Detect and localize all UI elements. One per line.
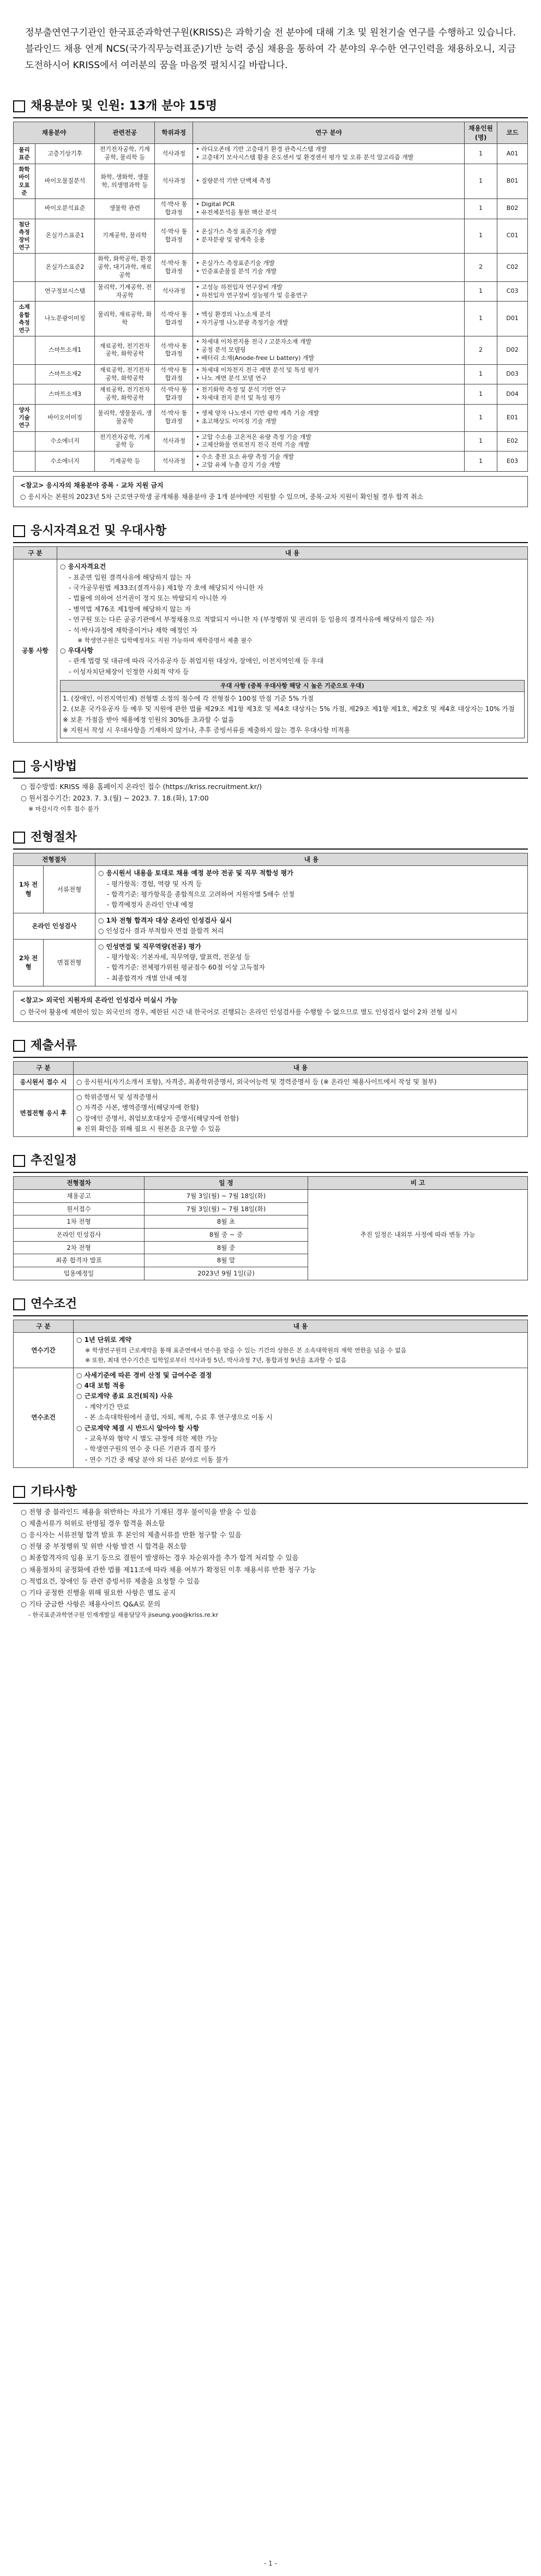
section-divider <box>13 1315 528 1316</box>
field-group <box>14 364 35 384</box>
schedule-stage: 2차 전형 <box>14 1241 145 1254</box>
checkbox-square-icon <box>13 1040 25 1052</box>
misc-line: - 한국표준과학연구원 인재개발실 채용담당자 jiseung.yoo@kriss.re.kr <box>28 1611 219 1619</box>
field-group <box>14 431 35 452</box>
field-name: 나노분광이미징 <box>35 302 95 336</box>
field-name: 수소에너지 <box>35 452 95 472</box>
checkbox-square-icon <box>13 1486 25 1498</box>
field-research: • Digital PCR • 유전체분석을 통한 핵산 분석 <box>193 198 465 219</box>
field-name: 스마트소재1 <box>35 336 95 365</box>
eligibility-table: 구 분 내 용 공통 사항 ○ 응시자격요건 - 표준연 입원 결격사유에 해당하지 않는 자 - 국가공무원법 제33조(결격사유) 제1항 각 호에 해당되지 아니한 자 - 법률에 의하여 선거권이 정지 또는 박탈되지 아니한 자 - 병역법 제76조 제1항에 해당하지 않는 자 - 연구원 또는 다른 공공기관에서 부정채용으로 적발되지 아니한 자 (부정행위 및 권리위 등 임용의 결격사유에 해당하지 않은 자) - 석·박사과정에 재학중이거나 재학 예정인 자 ※ 학생연구원은 입학예정자도 지원 가능하며 재학증명서 제출 필수 ○ 우대사항 - 관계 법령 및 대규에 따라 국가유공자 등 취업지원 대상자, 장애인, 이전지역인재 등 우대 - 이성자치단체장이 인정한 사회적 약자 등 우대 사항 (중복 우대사항 해당 시 높은 기준으로 우대) 1. (장애인, 이전지역인재) 전형별 소정의 점수에 각 전형점수 100점 만점 기준 5% 가점 2. (보훈 국가유공자 등 예우 및 지원에 관한 법률 제29조 제1항 제3호 및 제4호 대상자는 5% 가점, 제29조 제1항 제1호, 제2호 및 제4호 대상자는 10% 가점 ※ 보훈 가점을 받아 채용예정 인원의 30%를 초과할 수 없음 ※ 지원서 작성 시 우대사항을 기재하지 않거나, 추후 증빙서류를 제출하지 않는 경우 우대사항 미적용 <box>13 546 528 743</box>
training-line: - 본 소속대학원에서 졸업, 자퇴, 제적, 수료 후 연구생으로 이동 시 <box>85 1413 273 1422</box>
field-row <box>14 281 528 302</box>
selection-line: - 평가항목: 경험, 역량 및 자격 등 <box>107 880 202 888</box>
checkbox-square-icon <box>13 1155 25 1167</box>
checkbox-square-icon <box>13 832 25 844</box>
section-divider <box>13 117 528 118</box>
field-degree: 석·박사 통합과정 <box>155 336 193 365</box>
selection-line: ○ 응시원서 내용을 토대로 채용 예정 분야 전공 및 직무 적합성 평가 <box>98 869 293 877</box>
schedule-stage: 채용공고 <box>14 1190 145 1203</box>
field-row <box>14 336 528 365</box>
field-major: 물리학, 재료공학, 화학 <box>95 302 155 336</box>
misc-line: ○ 전형 중 블라인드 채용을 위반하는 자료가 기재된 경우 불이익을 받을 수 있음 <box>21 1507 257 1516</box>
stage-label: 온라인 인성검사 <box>14 913 95 939</box>
selection-row <box>14 866 528 913</box>
field-major: 물리학, 기계공학, 전자공학 <box>95 281 155 302</box>
duplicate-application-note: <참고> 응시자의 채용분야 중복 · 교차 지원 금지 ○ 응시자는 본원의 2023년 5차 근로연구학생 공개채용 채용분야 중 1개 분야에만 지원할 수 있으며, 중복·교차 지원이 확인될 경우 합격 취소 <box>13 476 528 507</box>
field-code: D04 <box>497 384 528 405</box>
field-count: 1 <box>465 302 497 336</box>
selection-line: - 합격기준: 전체평가위원 평균점수 60점 이상 고득점자 <box>107 964 265 972</box>
schedule-row <box>14 1190 528 1203</box>
schedule-date: 8월 초 <box>145 1215 308 1229</box>
field-name: 수소에너지 <box>35 431 95 452</box>
eligibility-line: ※ 학생연구원은 입학예정자도 지원 가능하며 재학증명서 제출 필수 <box>77 637 253 645</box>
field-code: A01 <box>497 144 528 164</box>
schedule-date: 7월 3일(월) ~ 7월 18일(화) <box>145 1190 308 1203</box>
training-line: - 계약기간 만료 <box>85 1403 130 1411</box>
field-research: • 온실가스 측정표준기술 개발 • 인증표준물질 분석 기술 개발 <box>193 254 465 282</box>
field-row <box>14 254 528 282</box>
field-degree: 석·박사 통합과정 <box>155 364 193 384</box>
section-training-conditions-title: 연수조건 <box>13 1296 528 1315</box>
field-count: 2 <box>465 336 497 365</box>
schedule-date: 2023년 9월 1일(금) <box>145 1267 308 1280</box>
misc-body <box>13 1507 528 1620</box>
field-research: • 온실가스 측정 표준기술 개발 • 분자분광 및 광계측 응용 <box>193 219 465 254</box>
field-count: 1 <box>465 364 497 384</box>
th-degree: 학위과정 <box>155 122 193 144</box>
field-row <box>14 144 528 164</box>
stage-name: 면접전형 <box>44 939 95 986</box>
selection-line: - 합격기준: 평가항목을 종합적으로 고려하여 지원자별 5배수 선정 <box>107 890 295 899</box>
field-research: • 질량분석 기반 단백체 측정 <box>193 164 465 199</box>
section-recruitment-fields-title: 채용분야 및 인원: 13개 분야 15명 <box>13 98 528 117</box>
field-group <box>14 336 35 365</box>
selection-line: ○ 1차 전형 합격자 대상 온라인 인성검사 실시 <box>98 916 232 924</box>
preference-line: 1. (장애인, 이전지역인재) 전형별 소정의 점수에 각 전형점수 100점 만점 기준 5% 가점 <box>63 695 314 703</box>
training-line: ○ 사세기준에 따른 경비 산정 및 급여수준 결정 <box>76 1371 212 1379</box>
field-code: E02 <box>497 431 528 452</box>
field-group <box>14 384 35 405</box>
application-method-body <box>13 782 528 814</box>
training-conditions-table: 구 분 내 용 연수기간 ○ 1년 단위로 계약 ※ 학생연구원의 근로계약을 통해 표준연에서 연수를 받을 수 있는 기간의 상한은 본 소속대학원의 재학 연한을 넘을 수 없음 ※ 또한, 최대 연수기간은 입학일로부터 석사과정 5년, 박사과정 7년, 통합과정 9년을 초과할 수 없음 연수조건 ○ 사세기준에 따른 경비 산정 및 급여수준 결정 ○ 4대 보험 적용 ○ 근로계약 종료 요건(퇴직) 사유 - 계약기간 만료 - 본 소속대학원에서 졸업, 자퇴, 제적, 수료 후 연구생으로 이동 시 ○ 근로계약 체결 시 반드시 알아야 할 사항 - 교육부와 협약 시 별도 규정에 의한 제한 가능 - 학생연구원의 연수 중 다른 기관과 겸직 불가 - 연수 기간 중 해당 분야 외 다른 분야로 이동 불가 <box>13 1320 528 1468</box>
field-degree: 석·박사 통합과정 <box>155 254 193 282</box>
field-research: • 고압 수소용 고온저온 유량 측정 기술 개발 • 고체산화물 연료전지 전극 전력 기술 개발 <box>193 431 465 452</box>
field-code: E01 <box>497 405 528 432</box>
section-divider <box>13 778 528 779</box>
section-divider <box>13 1057 528 1058</box>
training-line: ○ 1년 단위로 계약 <box>76 1336 131 1344</box>
training-label: 연수조건 <box>14 1368 74 1468</box>
foreigner-note: <참고> 외국인 지원자의 온라인 인성검사 미실시 가능 ○ 한국어 활용에 제한이 있는 외국인의 경우, 제한된 시간 내 한국어로 진행되는 온라인 인성검사를 수행할 수 없으므로 별도 인성검사 없이 2차 전형 실시 <box>13 991 528 1022</box>
field-count: 1 <box>465 452 497 472</box>
document-line: ○ 장애인 증명서, 취업보호대상자 증명서(해당자에 한함) <box>76 1114 239 1122</box>
field-name: 온실가스표준1 <box>35 219 95 254</box>
field-degree: 석사과정 <box>155 431 193 452</box>
section-divider <box>13 848 528 850</box>
field-group <box>14 254 35 282</box>
field-major: 재료공학, 전기전자공학, 화학공학 <box>95 336 155 365</box>
checkbox-square-icon <box>13 525 25 537</box>
eligibility-line: - 법률에 의하여 선거권이 정지 또는 박탈되지 아니한 자 <box>69 594 227 603</box>
training-line: - 교육부와 협약 시 별도 규정에 의한 제한 가능 <box>85 1434 218 1442</box>
th-count: 채용인원 (명) <box>465 122 497 144</box>
field-degree: 석·박사 통합과정 <box>155 302 193 336</box>
misc-line: ○ 기타 궁금한 사항은 채용사이트 Q&A로 문의 <box>21 1599 161 1608</box>
field-research: • 수소 충전 요소 유량 측정 기술 개발 • 고압 유체 누출 감지 기술 개발 <box>193 452 465 472</box>
preference-line: 2. (보훈 국가유공자 등 예우 및 지원에 관한 법률 제29조 제1항 제3호 및 제4호 대상자는 5% 가점, 제29조 제1항 제1호, 제2호 및 제4호 대상자는 10% 가점 <box>63 705 515 713</box>
field-code: C01 <box>497 219 528 254</box>
field-major: 기계공학, 물리학 <box>95 219 155 254</box>
selection-line: ○ 인성면접 및 직무역량(전공) 평가 <box>98 942 201 950</box>
eligibility-line: - 병역법 제76조 제1항에 해당하지 않는 자 <box>69 605 191 613</box>
selection-process-table: 전형절차 내 용 1차 전형 서류전형 ○ 응시원서 내용을 토대로 채용 예정 분야 전공 및 직무 적합성 평가 - 평가항목: 경험, 역량 및 자격 등 - 합격기준: 평가항목을 종합적으로 고려하여 지원자별 5배수 선정 - 합격예정자 온라인 안내 예정 온라인 인성검사 ○ 1차 전형 합격자 대상 온라인 인성검사 실시 ○ 인성검사 결과 부적합자 면접 불합격 처리 2차 전형 면접전형 ○ 인성면접 및 직무역량(전공) 평가 - 평가항목: 기본자세, 직무역량, 발표력, 전문성 등 - 합격기준: 전체평가위원 평균점수 60점 이상 고득점자 - 최종합격자 개별 안내 예정 <box>13 853 528 987</box>
schedule-date: 8월 중 <box>145 1241 308 1254</box>
field-degree: 석사과정 <box>155 164 193 199</box>
field-count: 1 <box>465 198 497 219</box>
field-count: 1 <box>465 281 497 302</box>
training-row <box>14 1368 528 1468</box>
intro-paragraph: 정부출연연구기관인 한국표준과학연구원(KRISS)은 과학기술 전 분야에 대해 기초 및 원천기술 연구를 수행하고 있습니다. 블라인드 채용 연계 NCS(국가직무능력표준)기반 능력 중심 채용을 통하여 각 분야의 우수한 연구인력을 채용하오니, 지금 도전하시어 KRISS에서 여러분의 꿈을 마음껏 펼치시길 바랍니다. <box>25 27 516 71</box>
misc-line: ○ 적법요건, 장애인 등 관련 증빙서류 제출을 요청할 수 있음 <box>21 1576 200 1585</box>
stage-label: 2차 전형 <box>14 939 44 986</box>
field-degree: 석·박사 통합과정 <box>155 405 193 432</box>
selection-row <box>14 939 528 986</box>
field-row <box>14 364 528 384</box>
field-major: 재료공학, 전기전자공학, 화학공학 <box>95 364 155 384</box>
preference-line: ※ 지원서 작성 시 우대사항을 기재하지 않거나, 추후 증빙서류를 제출하지 않는 경우 우대사항 미적용 <box>63 726 351 735</box>
field-degree: 석·박사 통합과정 <box>155 219 193 254</box>
eligibility-list <box>60 562 525 677</box>
checkbox-square-icon <box>13 100 25 112</box>
field-name: 바이오이미징 <box>35 405 95 432</box>
field-major: 화학, 생화학, 생물학, 의생명과학 등 <box>95 164 155 199</box>
field-code: C03 <box>497 281 528 302</box>
field-degree: 석사과정 <box>155 144 193 164</box>
training-label: 연수기간 <box>14 1333 74 1368</box>
field-major: 화학, 화학공학, 환경공학, 대기과학, 재료공학 <box>95 254 155 282</box>
field-row <box>14 198 528 219</box>
field-row <box>14 384 528 405</box>
field-degree: 석·박사 통합과정 <box>155 198 193 219</box>
misc-line: ○ 응시자는 서류전형 합격 발표 후 본인의 제출서류를 반환 청구할 수 있음 <box>21 1531 242 1539</box>
field-code: B02 <box>497 198 528 219</box>
field-group: 화학바이오표준 <box>14 164 35 199</box>
documents-table: 구 분 내 용 응시원서 접수 시 ○ 응시원서(자기소개서 포함), 자격증, 최종학위증명서, 외국어능력 및 경력증명서 등 (※ 온라인 채용사이트에서 작성 및 첨부) 면접전형 응시 후 ○ 학위증명서 및 성적증명서 ○ 자격증 사본, 병역증명서(해당자에 한함) ○ 장애인 증명서, 취업보호대상자 증명서(해당자에 한함) ※ 진위 확인을 위해 필요 시 원본을 요구할 수 있음 <box>13 1061 528 1137</box>
field-research: • 전기화학 측정 및 분석 기반 연구 • 차세대 전지 분석 및 특성 평가 <box>193 384 465 405</box>
training-line: ○ 근로계약 체결 시 반드시 알아야 할 사항 <box>76 1424 200 1432</box>
misc-line: ○ 기타 공정한 진행을 위해 필요한 사항은 별도 공지 <box>21 1588 176 1597</box>
field-major: 재료공학, 전기전자공학, 화학공학 <box>95 384 155 405</box>
document-line: ※ 진위 확인을 위해 필요 시 원본을 요구할 수 있음 <box>76 1125 221 1133</box>
eligibility-line: - 석·박사과정에 재학중이거나 재학 예정인 자 <box>69 626 197 634</box>
eligibility-line: - 관계 법령 및 대규에 따라 국가유공자 등 취업지원 대상자, 장애인, 이전지역인재 등 우대 <box>69 657 324 665</box>
field-group: 첨단측정장비연구 <box>14 219 35 254</box>
schedule-table: 전형절차 일 정 비 고 채용공고 7월 3일(월) ~ 7월 18일(화) 추진 일정은 내외부 사정에 따라 변동 가능 원서접수 7월 3일(월) ~ 7월 18일(화) 1차 전형 8월 초 온라인 인성검사 8월 중 ~ 중 2차 전형 8월 중 최종 합격자 발표 8월 말 입용예정일 2023년 9월 1일(금) <box>13 1176 528 1280</box>
field-code: D02 <box>497 336 528 365</box>
field-degree: 석사과정 <box>155 281 193 302</box>
field-group: 물리표준 <box>14 144 35 164</box>
section-documents-title: 제출서류 <box>13 1037 528 1057</box>
preference-table: 우대 사항 (중복 우대사항 해당 시 높은 기준으로 우대) 1. (장애인, 이전지역인재) 전형별 소정의 점수에 각 전형점수 100점 만점 기준 5% 가점 2. (보훈 국가유공자 등 예우 및 지원에 관한 법률 제29조 제1항 제3호 및 제4호 대상자는 5% 가점, 제29조 제1항 제1호, 제2호 및 제4호 대상자는 10% 가점 ※ 보훈 가점을 받아 채용예정 인원의 30%를 초과할 수 없음 ※ 지원서 작성 시 우대사항을 기재하지 않거나, 추후 증빙서류를 제출하지 않는 경우 우대사항 미적용 <box>60 680 525 738</box>
th-code: 코드 <box>497 122 528 144</box>
field-research: • 엑싱 환경의 나노소재 분석 • 자기공명 나노분광 측정기술 개발 <box>193 302 465 336</box>
checkbox-square-icon <box>13 761 25 773</box>
field-degree: 석·박사 통합과정 <box>155 384 193 405</box>
eligibility-line: ○ 응시자격요건 <box>60 563 106 571</box>
th-field: 채용분야 <box>14 122 95 144</box>
field-name: 온실가스표준2 <box>35 254 95 282</box>
field-row <box>14 164 528 199</box>
section-divider <box>13 1503 528 1504</box>
field-group: 양자기술연구 <box>14 405 35 432</box>
section-divider <box>13 542 528 543</box>
section-schedule-title: 추진일정 <box>13 1152 528 1172</box>
field-degree: 석사과정 <box>155 452 193 472</box>
field-code: D03 <box>497 364 528 384</box>
field-major: 전기전자공학, 기계공학 등 <box>95 431 155 452</box>
field-name: 스마트소재3 <box>35 384 95 405</box>
th-major: 관련전공 <box>95 122 155 144</box>
schedule-date: 8월 중 ~ 중 <box>145 1229 308 1242</box>
application-line: ○ 원서접수기간: 2023. 7. 3.(월) ~ 2023. 7. 18.(화), 17:00 <box>21 793 209 802</box>
field-research: • 고성능 하전입자 연구장비 개발 • 하전입자 연구장비 성능평가 및 응용연구 <box>193 281 465 302</box>
field-group <box>14 281 35 302</box>
section-misc-title: 기타사항 <box>13 1483 528 1503</box>
common-label: 공통 사항 <box>14 559 57 742</box>
section-divider <box>13 1172 528 1173</box>
selection-line: - 평가항목: 기본자세, 직무역량, 발표력, 전문성 등 <box>107 953 250 961</box>
training-line: - 학생연구원의 연수 중 다른 기관과 겸직 불가 <box>85 1445 216 1453</box>
field-research: • 라디오존데 기반 고층대기 환경 관측시스템 개발 • 고층대기 모사시스템 활용 온도센서 및 환경센서 평가 및 오류 분석 알고리즘 개발 <box>193 144 465 164</box>
field-count: 1 <box>465 405 497 432</box>
field-name: 바이오물질분석 <box>35 164 95 199</box>
schedule-date: 8월 말 <box>145 1254 308 1267</box>
document-line: ○ 자격증 사본, 병역증명서(해당자에 한함) <box>76 1104 199 1112</box>
field-research: • 차세대 이차전지용 전극 / 고분자소재 개발 • 공정 분석 모델링 • 배터리 소재(Anode-free Li battery) 개발 <box>193 336 465 365</box>
preference-line: ※ 보훈 가점을 받아 채용예정 인원의 30%를 초과할 수 없음 <box>63 715 235 724</box>
misc-line: ○ 채용절차의 공정화에 관한 법률 제11조에 따라 채용 여부가 확정된 이후 채용서류 반환 청구 가능 <box>21 1565 316 1574</box>
field-name: 고층기상기후 <box>35 144 95 164</box>
checkbox-square-icon <box>13 1298 25 1310</box>
field-count: 1 <box>465 431 497 452</box>
misc-line: ○ 제출서류가 허위로 판명될 경우 합격을 취소함 <box>21 1519 165 1528</box>
document-row <box>14 1074 528 1090</box>
training-line: ※ 학생연구원의 근로계약을 통해 표준연에서 연수를 받을 수 있는 기간의 상한은 본 소속대학원의 재학 연한을 넘을 수 없음 <box>85 1346 407 1354</box>
field-count: 1 <box>465 164 497 199</box>
field-count: 1 <box>465 384 497 405</box>
field-research: • 차세대 이차전지 전극 계면 분석 및 특성 평가 • 나노 계면 분석 모델 연구 <box>193 364 465 384</box>
field-major: 전기전자공학, 기계공학, 물리학 등 <box>95 144 155 164</box>
training-line: ※ 또한, 최대 연수기간은 입학일로부터 석사과정 5년, 박사과정 7년, 통합과정 9년을 초과할 수 없음 <box>85 1356 347 1364</box>
schedule-stage: 원서접수 <box>14 1202 145 1215</box>
document-line: ○ 학위증명서 및 성적증명서 <box>76 1093 158 1101</box>
eligibility-line: - 이성자치단체장이 인정한 사회적 약자 등 <box>69 667 189 676</box>
selection-line: - 최종합격자 개별 안내 예정 <box>107 974 188 982</box>
training-line: ○ 근로계약 종료 요건(퇴직) 사유 <box>76 1392 173 1400</box>
eligibility-line: - 표준연 입원 결격사유에 해당하지 않는 자 <box>69 573 191 581</box>
field-row <box>14 431 528 452</box>
field-row <box>14 405 528 432</box>
selection-row <box>14 913 528 939</box>
field-group <box>14 452 35 472</box>
schedule-stage: 온라인 인성검사 <box>14 1229 145 1242</box>
schedule-stage: 최종 합격자 발표 <box>14 1254 145 1267</box>
document-stage: 응시원서 접수 시 <box>14 1074 74 1090</box>
field-code: D01 <box>497 302 528 336</box>
field-row <box>14 219 528 254</box>
training-line: ○ 4대 보험 적용 <box>76 1381 125 1389</box>
document-row <box>14 1090 528 1137</box>
field-major: 물리학, 생물물리, 생물공학 <box>95 405 155 432</box>
field-major: 생물학 관련 <box>95 198 155 219</box>
document-line: ○ 응시원서(자기소개서 포함), 자격증, 최종학위증명서, 외국어능력 및 경력증명서 등 (※ 온라인 채용사이트에서 작성 및 첨부) <box>76 1078 437 1086</box>
application-line: ○ 접수방법: KRISS 채용 홈페이지 온라인 접수 (https://kriss.recruitment.kr/) <box>21 782 262 791</box>
page-number: - 1 - <box>264 2559 277 2567</box>
field-code: C02 <box>497 254 528 282</box>
document-stage: 면접전형 응시 후 <box>14 1090 74 1137</box>
selection-line: - 합격예정자 온라인 안내 예정 <box>107 901 194 909</box>
field-name: 연구정보시스템 <box>35 281 95 302</box>
schedule-stage: 입용예정일 <box>14 1267 145 1280</box>
training-row <box>14 1333 528 1368</box>
application-line: ※ 마감시각 이후 접수 불가 <box>28 805 99 812</box>
field-count: 1 <box>465 144 497 164</box>
stage-name: 서류전형 <box>44 866 95 913</box>
field-count: 1 <box>465 219 497 254</box>
field-research: • 생체 양자 나노센서 기반 광학 계측 기술 개발 • 초고해상도 이미징 기술 개발 <box>193 405 465 432</box>
eligibility-line: ○ 우대사항 <box>60 646 94 654</box>
field-name: 스마트소재2 <box>35 364 95 384</box>
field-group: 소재융합측정연구 <box>14 302 35 336</box>
field-major: 기계공학 등 <box>95 452 155 472</box>
field-count: 2 <box>465 254 497 282</box>
field-row <box>14 452 528 472</box>
th-research: 연구 분야 <box>193 122 465 144</box>
section-eligibility-title: 응시자격요건 및 우대사항 <box>13 522 528 542</box>
field-code: B01 <box>497 164 528 199</box>
selection-line: ○ 인성검사 결과 부적합자 면접 불합격 처리 <box>98 927 224 935</box>
schedule-date: 7월 3일(월) ~ 7월 18일(화) <box>145 1202 308 1215</box>
section-application-method-title: 응시방법 <box>13 758 528 778</box>
section-selection-process-title: 전형절차 <box>13 829 528 848</box>
misc-line: ○ 최종합격자의 임용 포기 등으로 결원이 발생하는 경우 차순위자를 추가 합격 처리할 수 있음 <box>21 1554 299 1562</box>
eligibility-line: - 국가공무원법 제33조(결격사유) 제1항 각 호에 해당되지 아니한 자 <box>69 584 263 592</box>
field-row <box>14 302 528 336</box>
schedule-stage: 1차 전형 <box>14 1215 145 1229</box>
training-line: - 연수 기간 중 해당 분야 외 다른 분야로 이동 불가 <box>85 1455 229 1464</box>
recruitment-fields-table <box>13 122 528 472</box>
field-group <box>14 198 35 219</box>
stage-label: 1차 전형 <box>14 866 44 913</box>
field-name: 바이오분석표준 <box>35 198 95 219</box>
schedule-remark: 추진 일정은 내외부 사정에 따라 변동 가능 <box>308 1190 528 1280</box>
misc-line: ○ 전형 중 부정행위 및 위반 사항 발견 시 합격을 취소함 <box>21 1542 187 1551</box>
eligibility-line: - 연구원 또는 다른 공공기관에서 부정채용으로 적발되지 아니한 자 (부정행위 및 권리위 등 임용의 결격사유에 해당하지 않은 자) <box>69 616 434 624</box>
field-code: E03 <box>497 452 528 472</box>
